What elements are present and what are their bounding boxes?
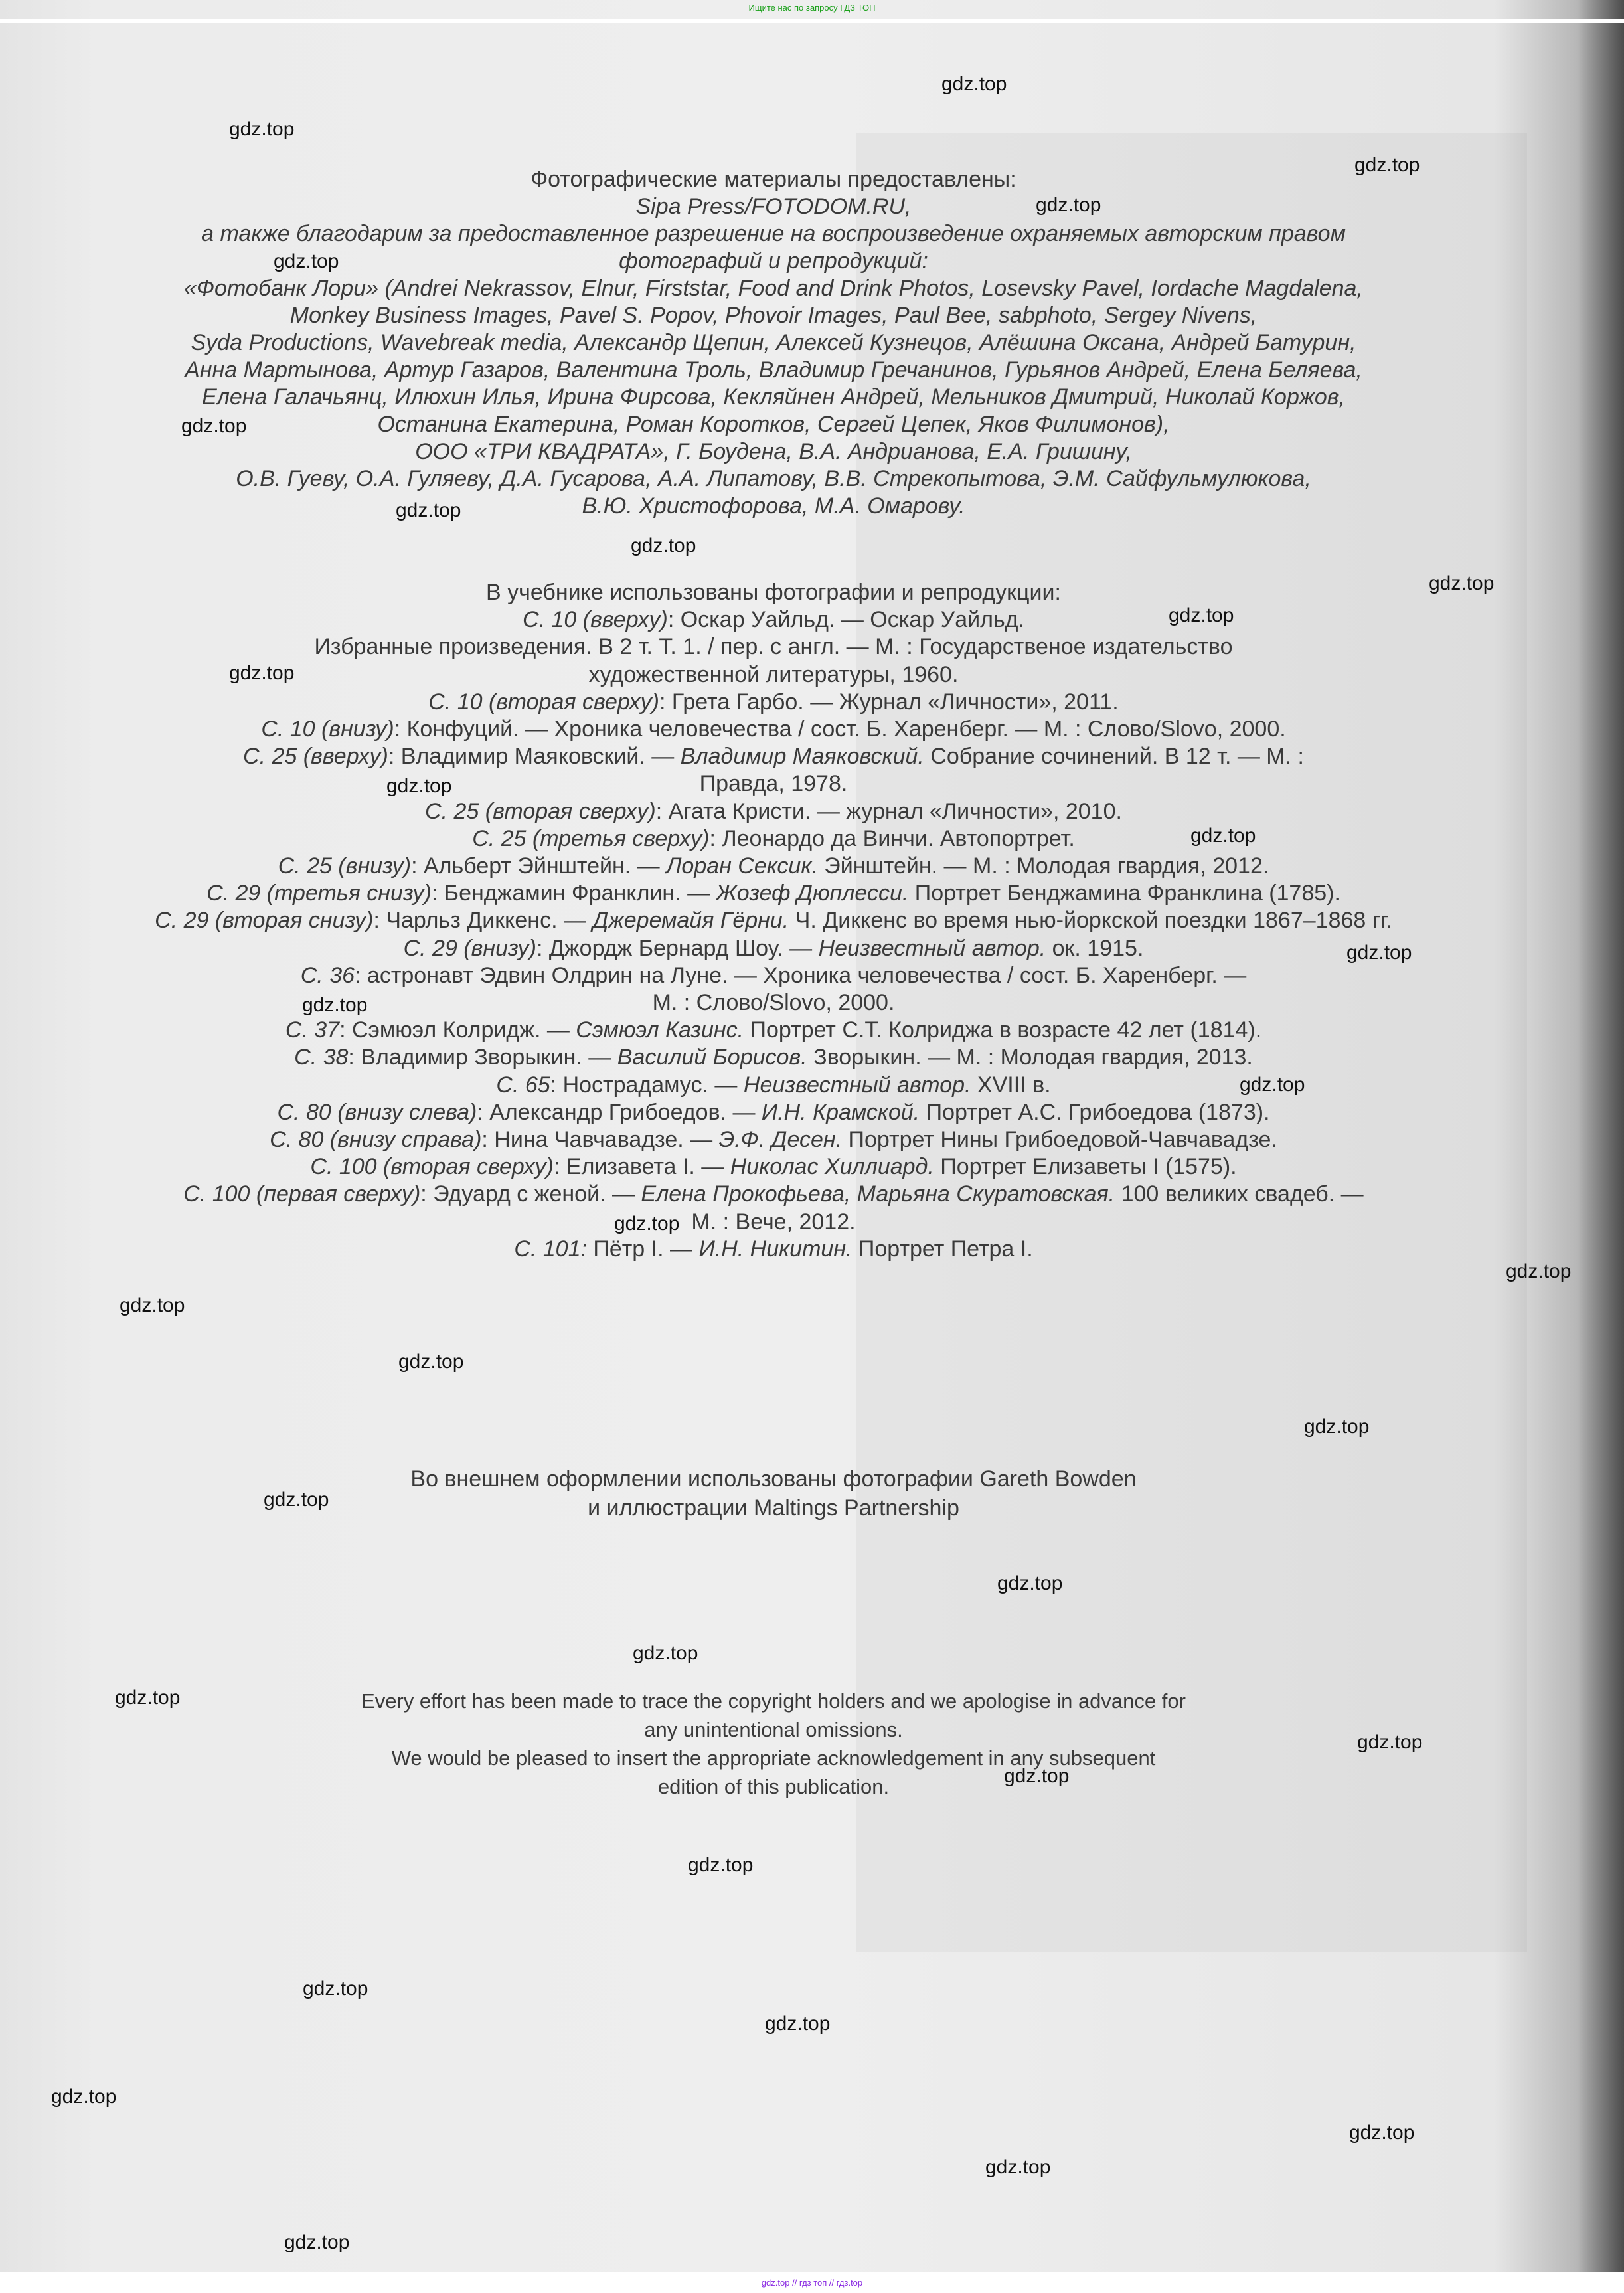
source-line	[80, 1153, 1467, 1181]
credit-line: Syda Productions, Wavebreak media, Александр Щепин, Алексей Кузнецов, Алёшина Оксана, Андрей Батурин,	[191, 330, 1356, 355]
source-text: : Эдуард с женой. —	[420, 1181, 641, 1207]
source-line	[80, 689, 1467, 716]
credit-line: Анна Мартынова, Артур Газаров, Валентина Троль, Владимир Гречанинов, Гурьянов Андрей, Елена Беляева,	[185, 357, 1362, 382]
photo-credits-block	[80, 166, 1467, 520]
source-reference-italic: Владимир Маяковский.	[680, 744, 924, 770]
watermark-label: gdz.top	[1357, 1731, 1423, 1753]
source-text: : Сэмюэл Колридж. —	[339, 1017, 576, 1043]
source-text: Избранные произведения. В 2 т. Т. 1. / пер. с англ. — М. : Государственое издательство	[314, 634, 1233, 660]
source-text: Портрет Нины Грибоедовой-Чавчавадзе.	[842, 1127, 1277, 1153]
copyright-line: any unintentional omissions.	[644, 1718, 903, 1741]
watermark-label: gdz.top	[51, 2086, 117, 2108]
source-text: : Елизавета I. —	[554, 1154, 730, 1180]
source-reference-italic: С. 29 (внизу)	[403, 935, 536, 961]
source-reference-italic: С. 25 (вторая сверху)	[425, 798, 656, 824]
watermark-label: gdz.top	[1240, 1074, 1305, 1096]
source-text: : Владимир Маяковский. —	[388, 744, 681, 770]
source-reference-italic: И.Н. Никитин.	[698, 1236, 853, 1262]
watermark-label: gdz.top	[765, 2013, 831, 2035]
source-line	[80, 1181, 1467, 1208]
source-text: : Оскар Уайльд. — Оскар Уайльд.	[667, 607, 1024, 633]
source-line	[80, 1099, 1467, 1126]
source-line	[80, 743, 1467, 770]
source-text: : Александр Грибоедов. —	[477, 1099, 762, 1125]
source-text: Портрет Елизаветы I (1575).	[934, 1154, 1237, 1180]
source-reference-italic: С. 37	[285, 1017, 340, 1043]
watermark-label: gdz.top	[229, 662, 295, 684]
header-banner-strip	[0, 19, 1624, 23]
source-reference-italic: С. 10 (вверху)	[523, 607, 668, 633]
source-text: Портрет Бенджамина Франклина (1785).	[908, 881, 1340, 906]
source-text: : Бенджамин Франклин. —	[431, 881, 716, 906]
sources-heading: В учебнике использованы фотографии и репродукции:	[486, 580, 1061, 605]
watermark-label: gdz.top	[398, 1351, 464, 1373]
cover-credit-line: и иллюстрации Maltings Partnership	[588, 1495, 959, 1521]
source-text: М. : Слово/Slovo, 2000.	[652, 990, 895, 1016]
source-line	[80, 798, 1467, 825]
source-text: : Владимир Зворыкин. —	[348, 1045, 617, 1070]
source-line	[80, 962, 1467, 989]
source-reference-italic: С. 80 (внизу справа)	[270, 1127, 482, 1153]
watermark-label: gdz.top	[1429, 572, 1495, 594]
source-text: Правда, 1978.	[699, 771, 848, 797]
source-reference-italic: Василий Борисов.	[617, 1045, 807, 1070]
source-line	[80, 880, 1467, 907]
credit-line: Фотографические материалы предоставлены:	[530, 167, 1016, 192]
source-text: : Агата Кристи. — журнал «Личности», 2010.	[655, 798, 1122, 824]
watermark-label: gdz.top	[229, 118, 295, 140]
source-line	[80, 634, 1467, 661]
source-text: Эйнштейн. — М. : Молодая гвардия, 2012.	[817, 853, 1269, 879]
source-reference-italic: Джеремайя Гёрни.	[592, 908, 789, 934]
watermark-label: gdz.top	[1036, 194, 1101, 216]
header-banner[interactable]: Ищите нас по запросу ГДЗ ТОП	[748, 3, 876, 13]
source-text: 100 великих свадеб. —	[1115, 1181, 1364, 1207]
source-line	[80, 825, 1467, 853]
source-text: : Альберт Эйнштейн. —	[411, 853, 667, 879]
watermark-label: gdz.top	[688, 1854, 754, 1876]
source-text: Собрание сочинений. В 12 т. — М. :	[924, 744, 1304, 770]
watermark-label: gdz.top	[1354, 154, 1420, 176]
source-reference-italic: С. 80 (внизу слева)	[277, 1099, 477, 1125]
source-text: : Грета Гарбо. — Журнал «Личности», 2011.	[659, 689, 1119, 715]
copyright-notice	[80, 1687, 1467, 1801]
cover-credit-line: Во внешнем оформлении использованы фотографии Gareth Bowden	[410, 1466, 1137, 1491]
source-line	[80, 989, 1467, 1017]
source-line	[80, 716, 1467, 743]
watermark-label: gdz.top	[1506, 1260, 1572, 1282]
watermark-label: gdz.top	[386, 775, 452, 797]
credit-line: Monkey Business Images, Pavel S. Popov, Phovoir Images, Paul Bee, sabphoto, Sergey Nivens,	[289, 303, 1258, 328]
source-reference-italic: С. 25 (внизу)	[278, 853, 412, 879]
watermark-label: gdz.top	[941, 73, 1007, 95]
source-line	[80, 1209, 1467, 1236]
watermark-label: gdz.top	[1349, 2122, 1415, 2144]
source-reference-italic: С. 100 (первая сверху)	[183, 1181, 421, 1207]
source-text: : Леонардо да Винчи. Автопортрет.	[709, 825, 1075, 851]
watermark-label: gdz.top	[115, 1687, 181, 1709]
credit-line: Останина Екатерина, Роман Коротков, Сергей Цепек, Яков Филимонов),	[377, 412, 1170, 437]
source-text: Портрет С.Т. Колриджа в возрасте 42 лет (1814).	[744, 1017, 1262, 1043]
source-text: : Конфуций. — Хроника человечества / сост. Б. Харенберг. — М. : Слово/Slovo, 2000.	[394, 717, 1286, 742]
source-reference-italic: С. 36	[300, 962, 355, 988]
watermark-label: gdz.top	[614, 1213, 680, 1234]
source-text: : Чарльз Диккенс. —	[373, 908, 593, 934]
credit-line: фотографий и репродукций:	[619, 248, 928, 274]
source-reference-italic: С. 65	[496, 1072, 550, 1098]
watermark-label: gdz.top	[120, 1294, 185, 1316]
copyright-line: We would be pleased to insert the appropriate acknowledgement in any subsequent	[391, 1746, 1156, 1770]
source-reference-italic: С. 29 (вторая снизу)	[155, 908, 374, 934]
watermark-label: gdz.top	[396, 499, 461, 521]
source-text: : астронавт Эдвин Олдрин на Луне. — Хроника человечества / сост. Б. Харенберг. —	[355, 962, 1247, 988]
source-text: : Нина Чавчавадзе. —	[481, 1127, 719, 1153]
source-text: : Джордж Бернард Шоу. —	[536, 935, 819, 961]
source-reference-italic: С. 10 (внизу)	[261, 717, 394, 742]
source-text: художественной литературы, 1960.	[588, 661, 959, 687]
source-line	[80, 606, 1467, 634]
source-reference-italic: Жозеф Дюплесси.	[716, 881, 909, 906]
copyright-line: Every effort has been made to trace the copyright holders and we apologise in advance for	[361, 1689, 1186, 1713]
credit-line: О.В. Гуеву, О.А. Гуляеву, Д.А. Гусарова, А.А. Липатову, В.В. Стрекопытова, Э.М. Сайфульмулюкова,	[236, 466, 1311, 491]
watermark-label: gdz.top	[1004, 1765, 1070, 1787]
source-text: Портрет Петра I.	[852, 1236, 1033, 1262]
source-reference-italic: И.Н. Крамской.	[761, 1099, 920, 1125]
source-line	[80, 770, 1467, 798]
watermark-label: gdz.top	[303, 1978, 368, 1999]
watermark-label: gdz.top	[997, 1572, 1063, 1594]
source-line	[80, 907, 1467, 934]
source-line	[80, 1236, 1467, 1263]
watermark-label: gdz.top	[1346, 942, 1412, 964]
watermark-label: gdz.top	[1304, 1416, 1370, 1438]
source-reference-italic: Неизвестный автор.	[818, 935, 1046, 961]
source-reference-italic: С. 38	[294, 1045, 349, 1070]
watermark-label: gdz.top	[181, 415, 247, 437]
source-text: Портрет А.С. Грибоедова (1873).	[920, 1099, 1270, 1125]
footer-banner[interactable]: gdz.top // гдз топ // гдз.top	[0, 2272, 1624, 2293]
source-text: Зворыкин. — М. : Молодая гвардия, 2013.	[807, 1045, 1253, 1070]
credit-line: «Фотобанк Лори» (Andrei Nekrassov, Elnur, Firststar, Food and Drink Photos, Losevsky Pavel, Iordache Magdalena,	[184, 276, 1363, 301]
source-reference-italic: Э.Ф. Десен.	[718, 1127, 843, 1153]
source-line	[80, 1044, 1467, 1071]
source-line	[80, 853, 1467, 880]
source-line	[80, 1126, 1467, 1153]
copyright-line: edition of this publication.	[657, 1775, 890, 1798]
source-text: XVIII в.	[971, 1072, 1051, 1098]
credit-line: Sipa Press/FOTODOM.RU,	[635, 194, 912, 219]
credit-line: ООО «ТРИ КВАДРАТА», Г. Боудена, В.А. Андрианова, Е.А. Гришину,	[415, 439, 1132, 464]
book-spine-shadow	[1578, 0, 1624, 2293]
watermark-label: gdz.top	[264, 1489, 329, 1511]
watermark-label: gdz.top	[633, 1642, 698, 1664]
watermark-label: gdz.top	[284, 2231, 350, 2253]
watermark-label: gdz.top	[1190, 825, 1256, 847]
credit-line: В.Ю. Христофорова, М.А. Омарову.	[582, 493, 965, 519]
source-reference-italic: С. 25 (вверху)	[243, 744, 388, 770]
source-text: М. : Вече, 2012.	[691, 1209, 856, 1234]
watermark-label: gdz.top	[1169, 604, 1234, 626]
source-reference-italic: С. 29 (третья снизу)	[206, 881, 432, 906]
source-line	[80, 1017, 1467, 1044]
source-text: ок. 1915.	[1046, 935, 1144, 961]
watermark-label: gdz.top	[274, 250, 339, 272]
source-reference-italic: С. 100 (вторая сверху)	[310, 1154, 554, 1180]
source-line	[80, 935, 1467, 962]
source-reference-italic: Николас Хиллиард.	[730, 1154, 934, 1180]
source-reference-italic: С. 101:	[514, 1236, 587, 1262]
source-reference-italic: Сэмюэл Казинс.	[576, 1017, 744, 1043]
source-reference-italic: Неизвестный автор.	[743, 1072, 971, 1098]
credit-line: Елена Галачьянц, Илюхин Илья, Ирина Фирсова, Кекляйнен Андрей, Мельников Дмитрий, Николай Коржов,	[202, 384, 1345, 410]
source-reference-italic: Лоран Сексик.	[666, 853, 818, 879]
source-text: : Нострадамус. —	[550, 1072, 744, 1098]
source-reference-italic: Елена Прокофьева, Марьяна Скуратовская.	[641, 1181, 1115, 1207]
watermark-label: gdz.top	[985, 2156, 1051, 2178]
credit-line: а также благодарим за предоставленное разрешение на воспроизведение охраняемых авторским правом	[201, 221, 1346, 246]
source-reference-italic: С. 25 (третья сверху)	[472, 825, 710, 851]
source-text: Ч. Диккенс во время нью-йоркской поездки 1867–1868 гг.	[789, 908, 1392, 934]
source-reference-italic: С. 10 (вторая сверху)	[428, 689, 659, 715]
watermark-label: gdz.top	[631, 535, 696, 556]
source-text: Пётр I. —	[586, 1236, 699, 1262]
watermark-label: gdz.top	[302, 994, 368, 1016]
